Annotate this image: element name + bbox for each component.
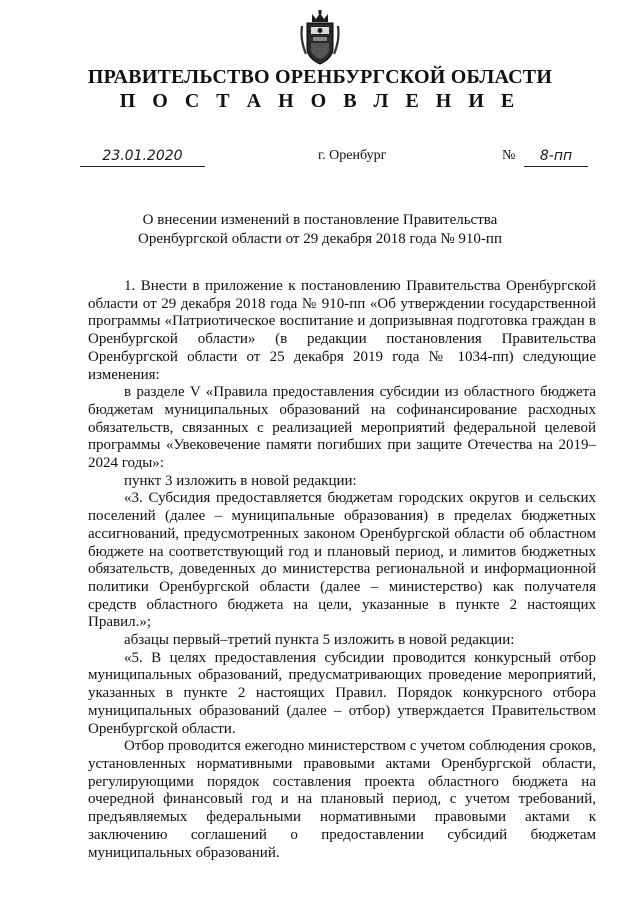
- document-body: [88, 278, 596, 862]
- body-paragraph: 1. Внести в приложение к постановлению Правительства Оренбургской области от 29 декабря 2018 года № 910-пп «Об утверждении государственной программы «Патриотическое воспитание и допризывная подготовка граждан в Оренбургской области» (в редакции постановления Правительства Оренбургской области от 25 декабря 2019 года № 1034-пп) следующие изменения:: [88, 278, 596, 383]
- document-type: П О С Т А Н О В Л Е Н И Е: [119, 90, 521, 112]
- number-sign: №: [502, 148, 516, 163]
- document-number: 8-пп: [524, 146, 588, 167]
- body-paragraph: «5. В целях предоставления субсидии проводится конкурсный отбор муниципальных образований, предусматривающих проведение мероприятий, указанных в пункте 2 настоящих Правил. Порядок конкурсного отбора муниципальных образований (далее – отбор) утверждается Правительством Оренбургской области.: [88, 649, 596, 737]
- body-paragraph: абзацы первый–третий пункта 5 изложить в новой редакции:: [124, 632, 515, 649]
- document-city: г. Оренбург: [318, 148, 387, 163]
- document-date: 23.01.2020: [80, 146, 205, 167]
- document-subject: [0, 211, 640, 249]
- subject-line: Оренбургской области от 29 декабря 2018 года № 910-пп: [138, 231, 502, 247]
- org-title: ПРАВИТЕЛЬСТВО ОРЕНБУРГСКОЙ ОБЛАСТИ: [87, 66, 553, 88]
- meta-row: [0, 146, 640, 174]
- body-paragraph: пункт 3 изложить в новой редакции:: [124, 472, 357, 489]
- body-paragraph: Отбор проводится ежегодно министерством с учетом соблюдения сроков, установленных нормативными правовыми актами Оренбургской области, регулирующими порядок составления проекта областного бюджета на очередной финансовый год и на плановый период, с учетом требований, предъявляемых федеральными нормативными правовыми актами к заключению соглашений о предоставлении субсидий бюджетам муниципальных образований.: [88, 738, 596, 861]
- subject-line: О внесении изменений в постановление Правительства: [142, 212, 498, 228]
- body-paragraph: в разделе V «Правила предоставления субсидии из областного бюджета бюджетам муниципальных образований на софинансирование расходных обязательств, связанных с реализацией мероприятий федеральной целевой программы «Увековечение памяти погибших при защите Отечества на 2019–2024 годы»:: [88, 384, 596, 472]
- coat-of-arms-icon: [298, 10, 342, 66]
- body-paragraph: «3. Субсидия предоставляется бюджетам городских округов и сельских поселений (далее – муниципальные образования) в пределах бюджетных ассигнований, предусмотренных законом Оренбургской области об областном бюджете на соответствующий год и плановый период, и лимитов бюджетных обязательств, доведенных до министерства региональной и информационной политики Оренбургской области (далее – министерство) как получателя средств областного бюджета на цели, указанные в пункте 2 настоящих Правил.»;: [88, 490, 596, 631]
